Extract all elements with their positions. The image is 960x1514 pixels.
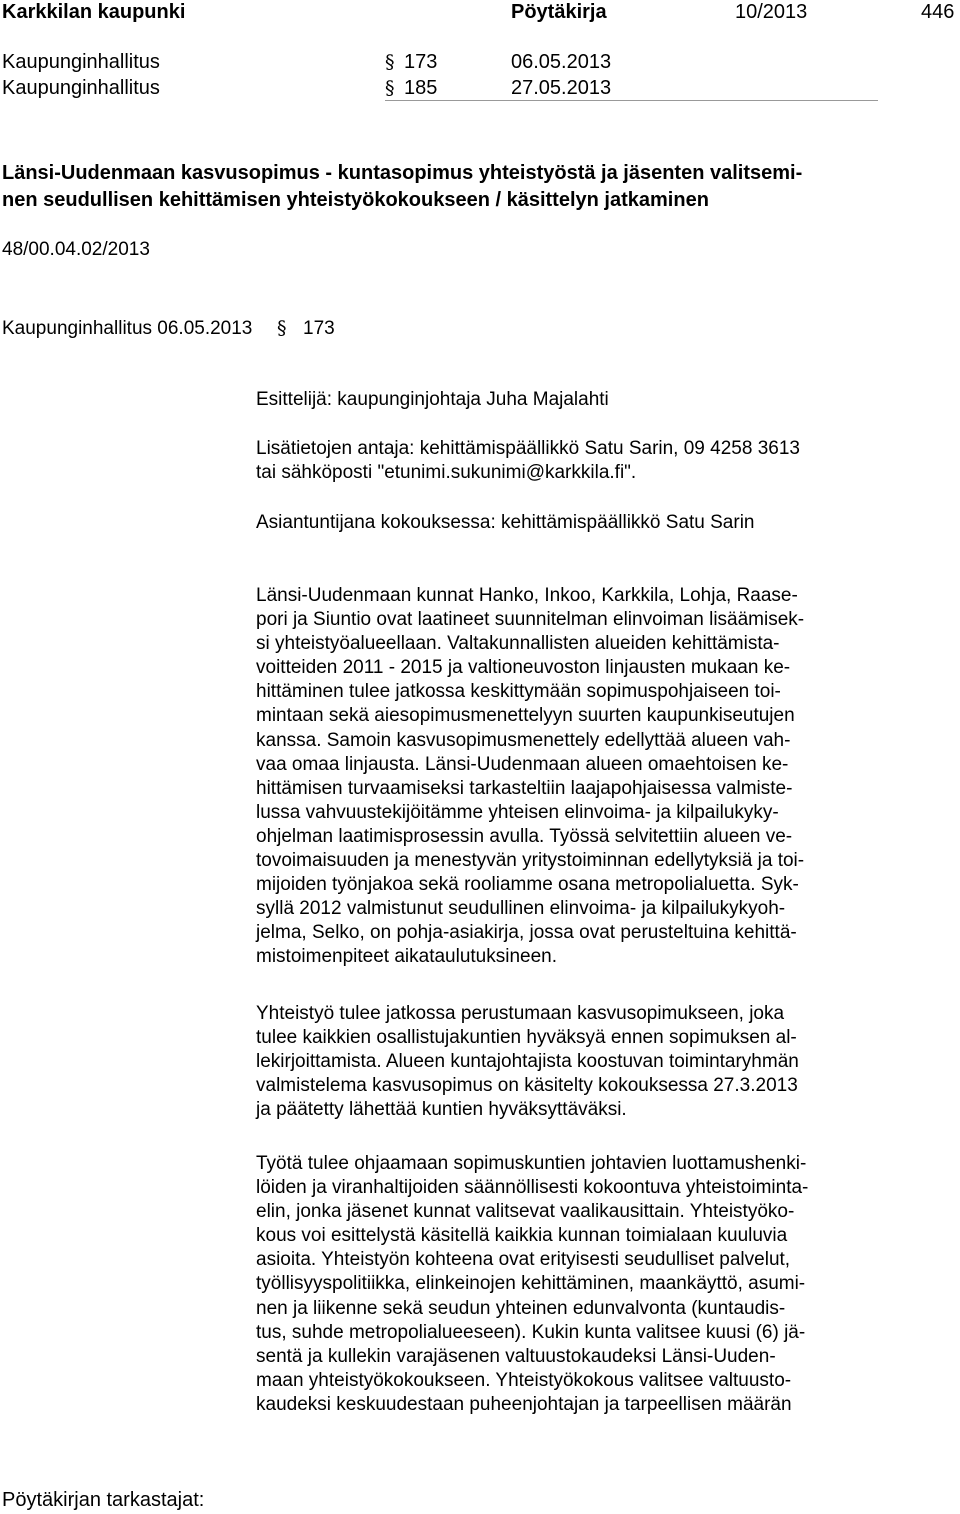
expert-line: Asiantuntijana kokouksessa: kehittämispäällikkö Satu Sarin	[256, 512, 755, 533]
session-reference	[2, 316, 335, 341]
paragraph-agreement	[256, 1002, 799, 1122]
text-line: ja päätetty lähettää kuntien hyväksyttäväksi.	[256, 1099, 627, 1121]
text-line: elin, jonka jäsenet kunnat valitsevat vaalikausittain. Yhteistyökо-	[256, 1201, 795, 1223]
text-line: Työtä tulee ohjaamaan sopimuskuntien johtavien luottamushenki-	[256, 1153, 807, 1174]
text-line: kaudeksi keskuudestaan puheenjohtajan ja tarpeellisen määrän	[256, 1393, 792, 1415]
record-number: 48/00.04.02/2013	[2, 239, 150, 260]
text-line: sentä ja kullekin varajäsenen valtuustokaudeksi Länsi-Uuden-	[256, 1345, 776, 1367]
text-line: kanssa. Samoin kasvusopimusmenettely edellyttää alueen vah-	[256, 729, 791, 751]
session-section-number: 173	[303, 318, 335, 339]
paragraph-cooperation	[256, 1152, 808, 1417]
issue-number: 10/2013	[735, 1, 808, 23]
page-number: 446	[921, 1, 955, 23]
text-line: pori ja Siuntio ovat laatineet suunnitelman elinvoiman lisäämisek-	[256, 609, 805, 631]
organization-name: Karkkilan kaupunki	[2, 1, 186, 23]
title-line: nen seudullisen kehittämisen yhteistyökokoukseen / käsittelyn jatkaminen	[2, 189, 709, 211]
contact-line: tai sähköposti "etunimi.sukunimi@karkkila.fi".	[256, 462, 637, 484]
meeting-section-number: 173	[404, 51, 438, 73]
text-line: mijoiden työnjakoa sekä rooliamme osana metropolialuetta. Syk-	[256, 874, 799, 896]
contact-info	[256, 437, 800, 485]
meeting-body: Kaupunginhallitus	[2, 51, 160, 73]
text-line: Länsi-Uudenmaan kunnat Hanko, Inkoo, Karkkila, Lohja, Raase-	[256, 585, 798, 606]
meeting-section-number: 185	[404, 77, 438, 99]
text-line: lussa vahvuustekijöitämme yhteisen elinvoima- ja kilpailukyky-	[256, 801, 779, 823]
paragraph-background	[256, 584, 804, 970]
text-line: tovoimaisuuden ja menestyvän yritystoiminnan edellytyksiä ja toi-	[256, 850, 805, 872]
text-line: Yhteistyö tulee jatkossa perustumaan kasvusopimukseen, joka	[256, 1003, 785, 1024]
text-line: työllisyyspolitiikka, elinkeinojen kehittäminen, maankäyttö, asumi-	[256, 1273, 806, 1295]
header-divider	[385, 100, 878, 101]
text-line: hittämisen turvaamiseksi tarkasteltiin laajapohjaisessa valmiste-	[256, 777, 793, 799]
text-line: maan yhteistyökokoukseen. Yhteistyökokous valitsee valtuusto-	[256, 1369, 792, 1391]
section-sign-icon: §	[276, 317, 287, 339]
text-line: hittäminen tulee jatkossa keskittymään sopimuspohjaiseen toi-	[256, 681, 781, 703]
text-line: kous voi esittelystä käsitellä kaikkia kunnan toimialaan kuuluvia	[256, 1225, 788, 1247]
text-line: si yhteistyöalueellaan. Valtakunnallisten alueiden kehittämista-	[256, 633, 780, 655]
text-line: voitteiden 2011 - 2015 ja valtioneuvoston linjausten mukaan ke-	[256, 657, 791, 679]
text-line: tulee kaikkien osallistujakuntien hyväksyä ennen sopimuksen al-	[256, 1027, 797, 1049]
contact-line: Lisätietojen antaja: kehittämispäällikkö Satu Sarin, 09 4258 3613	[256, 438, 800, 459]
text-line: vaa omaa linjausta. Länsi-Uudenmaan alueen omaehtoisen ke-	[256, 753, 789, 775]
document-type: Pöytäkirja	[511, 1, 607, 23]
text-line: asioita. Yhteistyön kohteena ovat erityisesti seudulliset palvelut,	[256, 1249, 791, 1271]
session-reference-text: Kaupunginhallitus 06.05.2013	[2, 318, 253, 339]
text-line: valmistelema kasvusopimus on käsitelty kokouksessa 27.3.2013	[256, 1075, 798, 1097]
text-line: mintaan sekä aiesopimusmenettelyyn suurten kaupunkiseutujen	[256, 705, 795, 727]
text-line: syllä 2012 valmistunut seudullinen elinvoima- ja kilpailukykyoh-	[256, 898, 786, 920]
text-line: ohjelman laatimisprosessin avulla. Työssä selvitettiin alueen ve-	[256, 825, 793, 847]
agenda-title	[2, 160, 862, 214]
text-line: jelma, Selko, on pohja-asiakirja, jossa ovat perusteltuina kehittä-	[256, 922, 797, 944]
meeting-date: 27.05.2013	[511, 77, 612, 99]
text-line: nen ja liikenne sekä seudun yhteinen edunvalvonta (kuntaudis-	[256, 1297, 786, 1319]
meeting-body: Kaupunginhallitus	[2, 77, 160, 99]
text-line: löiden ja viranhaltijoiden säännöllisesti kokoontuva yhteistoiminta-	[256, 1177, 809, 1199]
text-line: mistoimenpiteet aikataulutuksineen.	[256, 946, 558, 968]
minutes-checkers-label: Pöytäkirjan tarkastajat:	[2, 1489, 205, 1511]
meeting-date: 06.05.2013	[511, 51, 612, 73]
section-sign-icon: §	[385, 51, 395, 73]
text-line: tus, suhde metropolialueeseen). Kukin kunta valitsee kuusi (6) jä-	[256, 1321, 806, 1343]
presenter: Esittelijä: kaupunginjohtaja Juha Majalahti	[256, 389, 609, 410]
text-line: lekirjoittamista. Alueen kuntajohtajista koostuvan toimintaryhmän	[256, 1051, 799, 1073]
section-sign-icon: §	[385, 77, 395, 99]
title-line: Länsi-Uudenmaan kasvusopimus - kuntasopimus yhteistyöstä ja jäsenten valitsemi-	[2, 162, 803, 184]
